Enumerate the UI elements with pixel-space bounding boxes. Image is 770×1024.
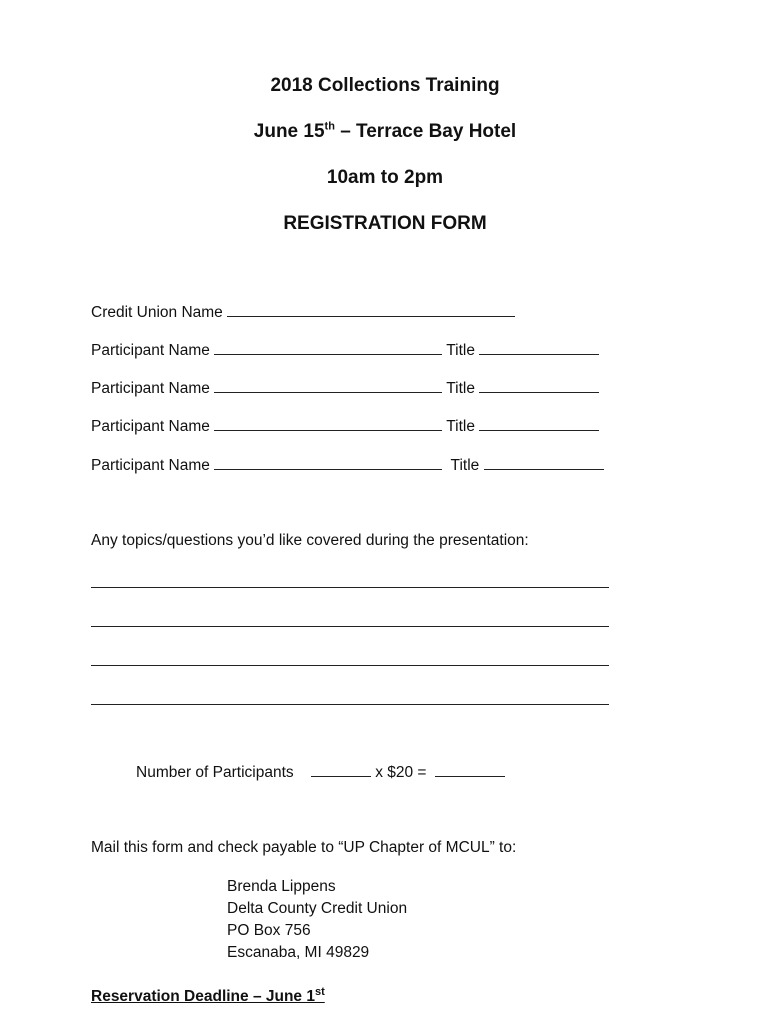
date-ordinal: th: [324, 120, 335, 133]
participant-title-field[interactable]: [479, 416, 599, 431]
participant-label: Participant Name: [91, 418, 210, 435]
topics-answer-line[interactable]: [91, 587, 609, 588]
topics-answer-line[interactable]: [91, 665, 609, 666]
participant-row: [91, 340, 599, 360]
credit-union-field[interactable]: [227, 302, 515, 317]
deadline-ordinal: st: [314, 985, 325, 998]
credit-union-label: Credit Union Name: [91, 304, 223, 321]
title-label: Title: [446, 380, 475, 397]
form-title: REGISTRATION FORM: [283, 213, 487, 234]
address-line: Delta County Credit Union: [227, 900, 408, 917]
topics-answer-line[interactable]: [91, 626, 609, 627]
event-time: 10am to 2pm: [326, 167, 444, 188]
title-label: Title: [446, 418, 475, 435]
participant-title-field[interactable]: [484, 455, 604, 470]
fee-row: [136, 762, 505, 782]
deadline-text: Reservation Deadline – June 1: [91, 988, 315, 1005]
event-title: 2018 Collections Training: [270, 75, 500, 96]
participant-label: Participant Name: [91, 342, 210, 359]
reservation-deadline: [91, 985, 325, 1006]
participant-title-field[interactable]: [479, 340, 599, 355]
address-line: Escanaba, MI 49829: [227, 944, 370, 961]
participant-name-field[interactable]: [214, 416, 442, 431]
participant-row: [91, 416, 599, 436]
event-venue: – Terrace Bay Hotel: [334, 121, 517, 142]
mailing-address: [227, 876, 407, 964]
topics-answer-line[interactable]: [91, 704, 609, 705]
participant-row: [91, 378, 599, 398]
title-label: Title: [450, 457, 480, 474]
address-line: Brenda Lippens: [227, 878, 336, 895]
title-label: Title: [446, 342, 475, 359]
topics-prompt: Any topics/questions you’d like covered during the presentation:: [91, 532, 529, 549]
participant-name-field[interactable]: [214, 455, 442, 470]
participant-label: Participant Name: [91, 380, 210, 397]
participant-count-label: Number of Participants: [136, 764, 294, 781]
participant-label: Participant Name: [91, 457, 210, 474]
participant-count-field[interactable]: [311, 762, 371, 777]
address-line: PO Box 756: [227, 922, 311, 939]
event-date-venue: [0, 121, 770, 143]
participant-title-field[interactable]: [479, 378, 599, 393]
event-date: June 15: [253, 121, 325, 142]
participant-name-field[interactable]: [214, 340, 442, 355]
credit-union-row: [91, 302, 515, 322]
participant-row: [91, 455, 604, 475]
fee-multiplier: x $20 =: [375, 764, 427, 781]
fee-total-field[interactable]: [435, 762, 505, 777]
mail-instruction: Mail this form and check payable to “UP Chapter of MCUL” to:: [91, 839, 517, 856]
participant-name-field[interactable]: [214, 378, 442, 393]
